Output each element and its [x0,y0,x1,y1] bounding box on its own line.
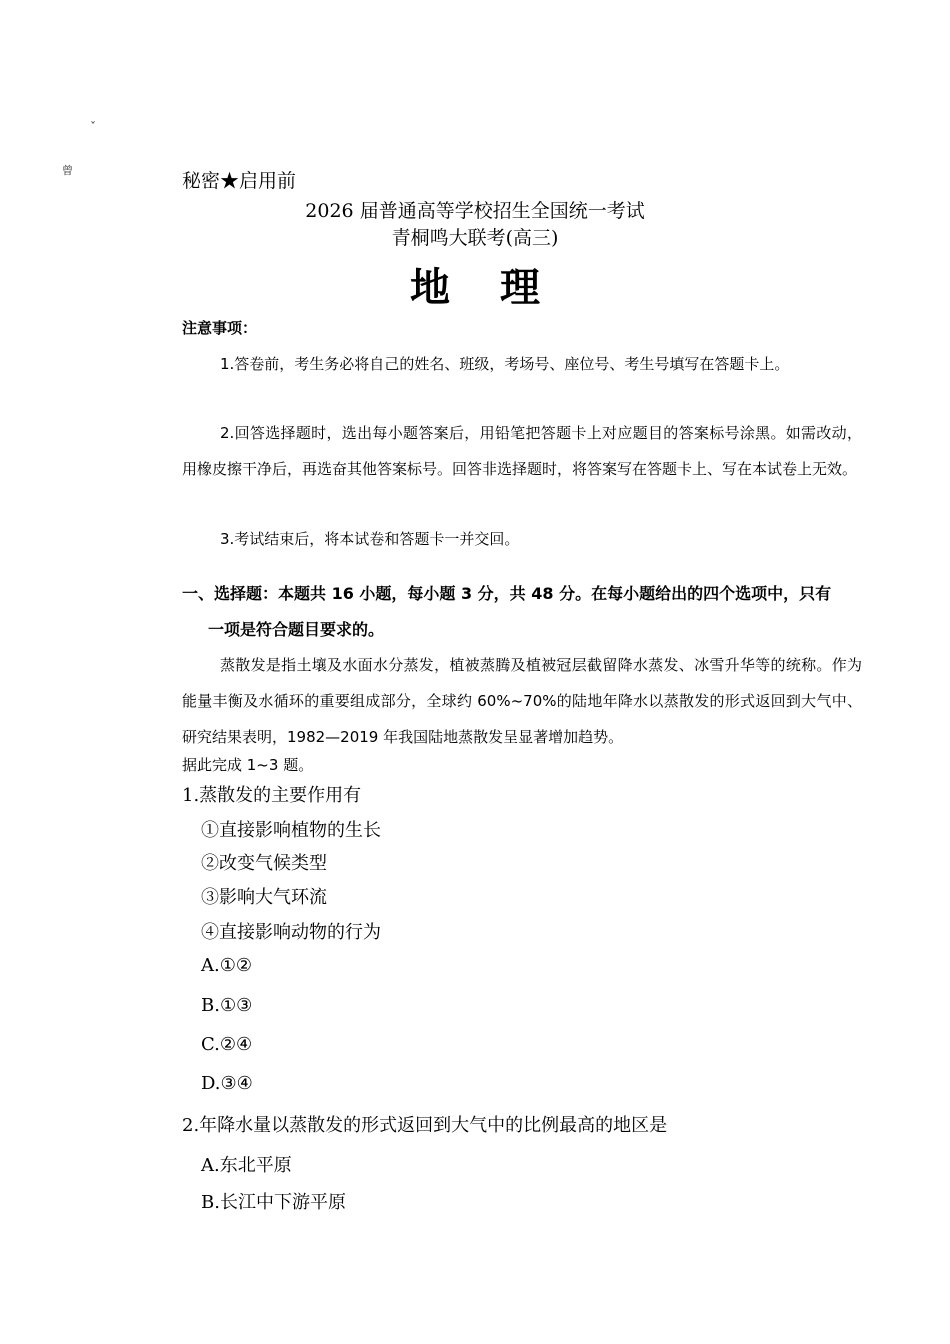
secret-label: 秘密★启用前 [182,170,297,192]
notice-title: 注意事项： [182,319,258,337]
passage-intro: 蒸散发是指土壤及水面水分蒸发，植被蒸腾及植被冠层截留降水蒸发、冰雪升华等的统称。作为能量丰衡及水循环的重要组成部分，全球约 60%~70%的陆地年降水以蒸散发的形式返回到大气中、研究结果表明，1982—2019 年我国陆地蒸散发呈显著增加趋势。 [182,656,862,746]
question-1-statement-4: ④直接影响动物的行为 [201,922,381,943]
exam-title: 2026 届普通高等学校招生全国统一考试 [305,200,645,222]
section-heading-line1: 一、选择题：本题共 16 小题，每小题 3 分，共 48 分。在每小题给出的四个选项中，只有 [182,584,832,603]
question-1-option-c: C.②④ [201,1034,253,1055]
question-1-option-b: B.①③ [201,995,253,1016]
question-2-option-a: A.东北平原 [201,1155,292,1176]
question-1-statement-1: ①直接影响植物的生长 [201,820,381,841]
section-heading [182,576,864,648]
notice-item-1: 1.答卷前，考生务必将自己的姓名、班级，考场号、座位号、考生号填写在答题卡上。 [220,355,790,373]
question-1-statement-3: ③影响大气环流 [201,887,327,908]
passage-instruction: 据此完成 1~3 题。 [182,756,314,774]
question-2-option-b: B.长江中下游平原 [201,1192,346,1213]
notice-item-3: 3.考试结束后，将本试卷和答题卡一并交回。 [220,530,520,548]
question-2-stem: 2.年降水量以蒸散发的形式返回到大气中的比例最高的地区是 [182,1115,668,1136]
notice-item-2: 2.回答选择题时，选出每小题答案后，用铅笔把答题卡上对应题目的答案标号涂黑。如需改动，用橡皮擦干净后，再选奋其他答案标号。回答非选择题时，将答案写在答题卡上、写在本试卷上无效。 [182,424,862,478]
question-1-option-a: A.①② [201,955,252,976]
subject-title: 地 理 [410,265,558,311]
question-1-statement-2: ②改变气候类型 [201,853,327,874]
question-1-stem: 1.蒸散发的主要作用有 [182,785,362,806]
section-heading-line2: 一项是符合题目要求的。 [208,620,385,639]
margin-mark: ˇ [90,120,96,134]
question-1-option-d: D.③④ [201,1073,253,1094]
exam-subtitle: 青桐鸣大联考(高三) [391,227,559,249]
margin-mark-char: 曾 [62,164,73,177]
